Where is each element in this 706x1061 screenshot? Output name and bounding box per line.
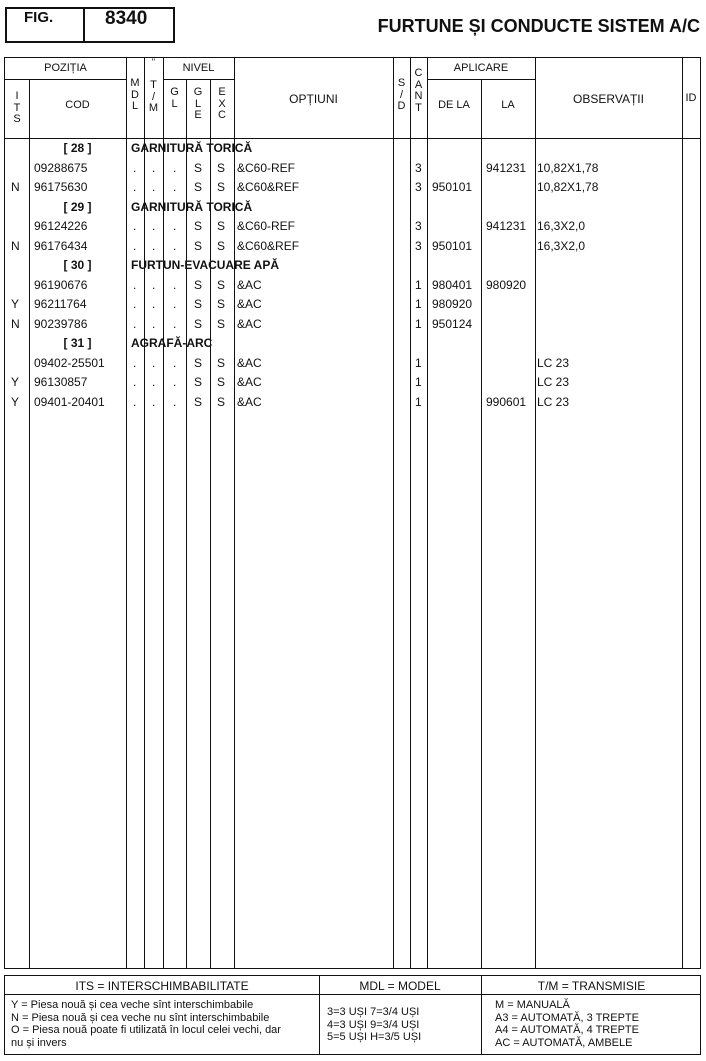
item-quantity: 3 bbox=[415, 180, 422, 194]
col-cod: COD bbox=[65, 99, 90, 111]
item-its: N bbox=[11, 180, 20, 194]
col-nivel: NIVEL bbox=[182, 62, 215, 74]
item-exc: S bbox=[217, 277, 226, 292]
item-gle: S bbox=[194, 180, 203, 194]
item-gle: S bbox=[194, 277, 203, 292]
item-code: 09401-20401 bbox=[34, 394, 105, 409]
col-its: I T S bbox=[13, 90, 21, 126]
legend-tm-line: M = MANUALĂ bbox=[495, 999, 570, 1011]
col-de-la: DE LA bbox=[438, 99, 470, 111]
item-quantity: 1 bbox=[415, 355, 422, 370]
legend-tm-title: T/M = TRANSMISIE bbox=[537, 979, 646, 993]
item-gle: S bbox=[194, 316, 203, 331]
item-code: 96124226 bbox=[34, 219, 88, 233]
item-gle: S bbox=[194, 219, 203, 233]
col-tm: T / M bbox=[148, 79, 159, 115]
level-dot: . bbox=[173, 316, 177, 331]
level-dot: . bbox=[133, 277, 137, 292]
item-observation: LC 23 bbox=[537, 375, 570, 389]
item-gle: S bbox=[194, 297, 203, 311]
group-position: [ 30 ] bbox=[63, 258, 92, 272]
item-option: &C60&REF bbox=[237, 180, 300, 194]
item-quantity: 1 bbox=[415, 394, 422, 409]
col-mdl: M D L bbox=[130, 77, 140, 113]
item-option: &AC bbox=[237, 277, 262, 292]
item-quantity: 3 bbox=[415, 219, 422, 233]
legend-its-line: nu și invers bbox=[11, 1036, 67, 1049]
group-name: FURTUN-EVACUARE APĂ bbox=[131, 258, 279, 272]
legend-its-line: Y = Piesa nouă și cea veche sînt interschimbabile bbox=[11, 999, 254, 1011]
level-dot: . bbox=[173, 355, 177, 370]
legend bbox=[4, 975, 701, 1055]
level-dot: . bbox=[133, 316, 137, 331]
item-option: &AC bbox=[237, 297, 262, 311]
col-optiuni: OPȚIUNI bbox=[289, 92, 338, 106]
item-option: &AC bbox=[237, 316, 262, 331]
col-gl: G L bbox=[170, 86, 179, 110]
group-name: GARNITURĂ TORICĂ bbox=[131, 199, 253, 214]
item-its: N bbox=[11, 316, 20, 331]
level-dot: . bbox=[133, 355, 137, 370]
level-dot: . bbox=[152, 180, 156, 194]
item-observation: LC 23 bbox=[537, 355, 570, 370]
item-exc: S bbox=[217, 160, 226, 175]
legend-its-line: N = Piesa nouă și cea veche nu sînt interschimbabile bbox=[11, 1011, 270, 1024]
page-title: FURTUNE ȘI CONDUCTE SISTEM A/C bbox=[377, 16, 700, 36]
item-gle: S bbox=[194, 160, 203, 175]
item-gle: S bbox=[194, 238, 203, 253]
group-name: AGRAFĂ-ARC bbox=[131, 336, 213, 350]
group-position: [ 29 ] bbox=[63, 199, 92, 214]
level-dot: . bbox=[152, 375, 156, 389]
level-dot: . bbox=[173, 394, 177, 409]
legend-tm-line: A3 = AUTOMATĂ, 3 TREPTE bbox=[495, 1011, 639, 1024]
item-observation: 10,82X1,78 bbox=[537, 180, 599, 194]
item-its: Y bbox=[11, 297, 20, 311]
item-its: N bbox=[11, 238, 20, 253]
col-aplicare: APLICARE bbox=[453, 62, 509, 74]
item-to-date: 990601 bbox=[486, 394, 527, 409]
col-pozitia: POZIȚIA bbox=[44, 62, 87, 74]
level-dot: . bbox=[152, 394, 156, 409]
item-gle: S bbox=[194, 375, 203, 389]
item-its: Y bbox=[11, 394, 20, 409]
legend-tm-line: A4 = AUTOMATĂ, 4 TREPTE bbox=[495, 1024, 639, 1036]
item-code: 96211764 bbox=[34, 297, 87, 311]
group-position: [ 28 ] bbox=[63, 141, 92, 155]
legend-mdl-line: 3=3 UȘI 7=3/4 UȘI bbox=[327, 1006, 420, 1018]
col-exc: E X C bbox=[218, 86, 226, 122]
level-dot: . bbox=[133, 238, 137, 253]
item-observation: LC 23 bbox=[537, 394, 570, 409]
item-exc: S bbox=[217, 180, 226, 194]
item-from-date: 950124 bbox=[432, 316, 473, 331]
item-exc: S bbox=[217, 219, 226, 233]
item-quantity: 1 bbox=[415, 277, 422, 292]
level-dot: . bbox=[152, 297, 156, 311]
legend-tm-line: AC = AUTOMATĂ, AMBELE bbox=[495, 1036, 633, 1049]
figure-label: FIG. bbox=[24, 9, 54, 26]
col-cant: C A N T bbox=[414, 67, 423, 114]
item-code: 96190676 bbox=[34, 277, 88, 292]
item-quantity: 1 bbox=[415, 316, 422, 331]
item-option: &AC bbox=[237, 375, 262, 389]
figure-number: 8340 bbox=[105, 8, 148, 29]
item-code: 96130857 bbox=[34, 375, 88, 389]
level-dot: . bbox=[152, 316, 156, 331]
item-quantity: 1 bbox=[415, 297, 422, 311]
item-option: &C60-REF bbox=[237, 219, 296, 233]
legend-its-title: ITS = INTERSCHIMBABILITATE bbox=[75, 979, 249, 993]
level-dot: . bbox=[173, 375, 177, 389]
item-quantity: 1 bbox=[415, 375, 422, 389]
level-dot: . bbox=[173, 219, 177, 233]
col-observatii: OBSERVAȚII bbox=[573, 92, 644, 106]
item-option: &C60&REF bbox=[237, 238, 300, 253]
item-exc: S bbox=[217, 297, 226, 311]
item-to-date: 980920 bbox=[486, 277, 527, 292]
level-dot: . bbox=[173, 297, 177, 311]
item-code: 96175630 bbox=[34, 180, 88, 194]
level-dot: . bbox=[133, 219, 137, 233]
col-id: ID bbox=[685, 92, 697, 104]
level-dot: . bbox=[173, 277, 177, 292]
group-name: GARNITURĂ TORICĂ bbox=[131, 141, 253, 155]
item-option: &AC bbox=[237, 355, 262, 370]
level-dot: . bbox=[173, 180, 177, 194]
item-exc: S bbox=[217, 375, 226, 389]
item-gle: S bbox=[194, 355, 203, 370]
level-dot: . bbox=[133, 160, 137, 175]
item-its: Y bbox=[11, 375, 20, 389]
item-observation: 16,3X2,0 bbox=[537, 219, 586, 233]
group-position: [ 31 ] bbox=[63, 336, 92, 350]
level-dot: . bbox=[152, 355, 156, 370]
item-quantity: 3 bbox=[415, 160, 422, 175]
level-dot: . bbox=[152, 277, 156, 292]
level-dot: . bbox=[133, 375, 137, 389]
item-exc: S bbox=[217, 316, 226, 331]
level-dot: . bbox=[173, 238, 177, 253]
item-to-date: 941231 bbox=[486, 219, 527, 233]
col-la: LA bbox=[501, 99, 515, 111]
item-exc: S bbox=[217, 238, 226, 253]
level-dot: . bbox=[133, 180, 137, 194]
item-gle: S bbox=[194, 394, 203, 409]
item-from-date: 980920 bbox=[432, 297, 473, 311]
item-code: 96176434 bbox=[34, 238, 88, 253]
col-tm-mark: " bbox=[151, 57, 156, 67]
level-dot: . bbox=[152, 160, 156, 175]
legend-mdl-line: 4=3 UȘI 9=3/4 UȘI bbox=[327, 1018, 420, 1031]
item-code: 90239786 bbox=[34, 316, 88, 331]
item-code: 09288675 bbox=[34, 160, 88, 175]
level-dot: . bbox=[133, 394, 137, 409]
level-dot: . bbox=[152, 219, 156, 233]
item-option: &C60-REF bbox=[237, 160, 296, 175]
level-dot: . bbox=[173, 160, 177, 175]
legend-its-line: O = Piesa nouă poate fi utilizată în locul celei vechi, dar bbox=[11, 1024, 281, 1036]
parts-table bbox=[4, 57, 701, 969]
header-bottom-rule bbox=[5, 138, 700, 139]
item-exc: S bbox=[217, 355, 226, 370]
item-exc: S bbox=[217, 394, 226, 409]
item-observation: 16,3X2,0 bbox=[537, 238, 586, 253]
col-sd: S / D bbox=[397, 77, 406, 113]
legend-mdl-title: MDL = MODEL bbox=[359, 979, 441, 993]
item-from-date: 980401 bbox=[432, 277, 473, 292]
col-gle: G L E bbox=[193, 86, 203, 122]
item-to-date: 941231 bbox=[486, 160, 527, 175]
item-quantity: 3 bbox=[415, 238, 422, 253]
level-dot: . bbox=[152, 238, 156, 253]
level-dot: . bbox=[133, 297, 137, 311]
legend-mdl-line: 5=5 UȘI H=3/5 UȘI bbox=[327, 1031, 422, 1043]
item-from-date: 950101 bbox=[432, 238, 473, 253]
item-option: &AC bbox=[237, 394, 262, 409]
item-from-date: 950101 bbox=[432, 180, 473, 194]
item-observation: 10,82X1,78 bbox=[537, 160, 599, 175]
item-code: 09402-25501 bbox=[34, 355, 105, 370]
